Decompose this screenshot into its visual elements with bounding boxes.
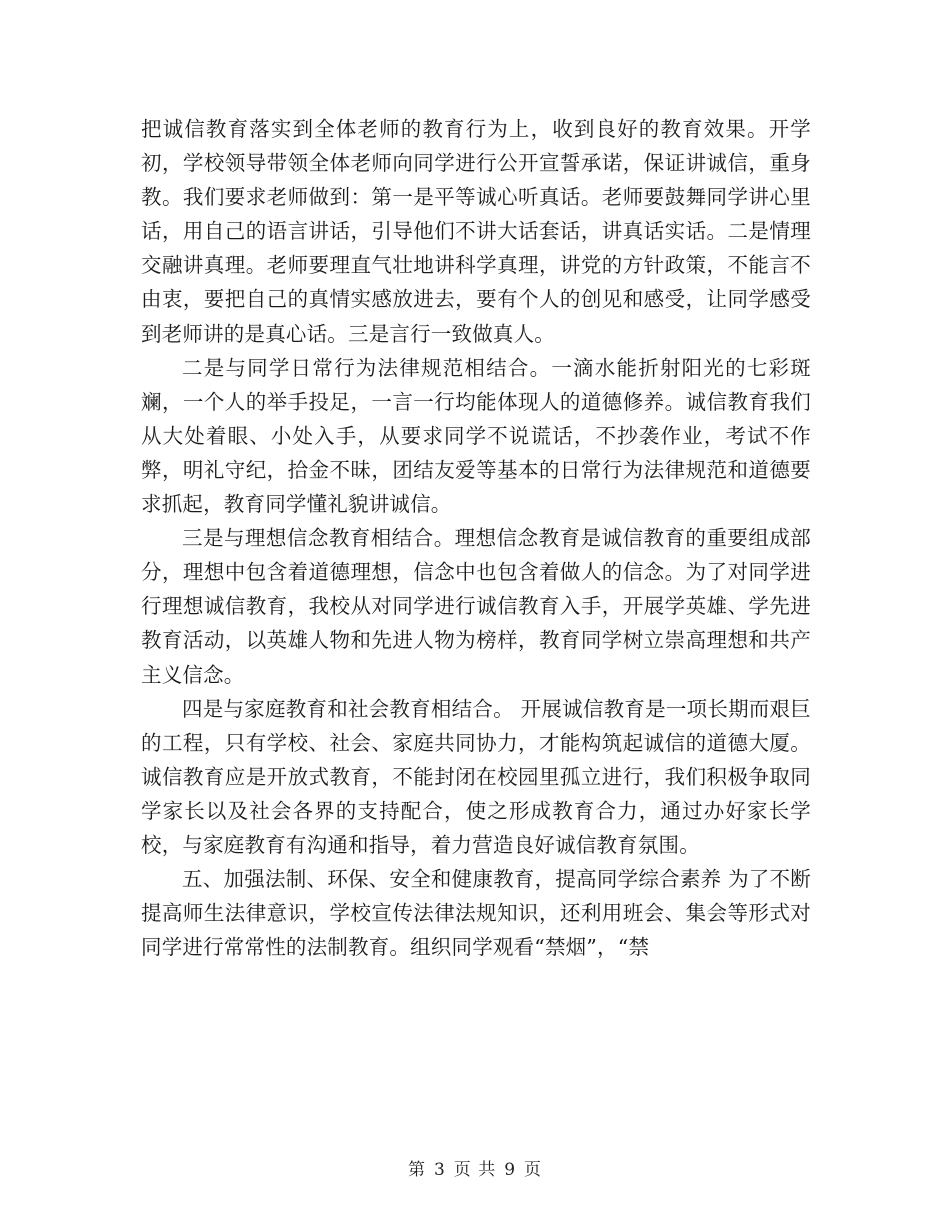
page-footer bbox=[0, 1155, 950, 1180]
paragraph-2: 二是与同学日常行为法律规范相结合。一滴水能折射阳光的七彩斑斓，一个人的举手投足，一言一行均能体现人的道德修养。诚信教育我们从大处着眼、小处入手，从要求同学不说谎话，不抄袭作业，考试不作弊，明礼守纪，拾金不昧，团结友爱等基本的日常行为法律规范和道德要求抓起，教育同学懂礼貌讲诚信。 bbox=[141, 355, 811, 517]
paragraph-3: 三是与理想信念教育相结合。理想信念教育是诚信教育的重要组成部分，理想中包含着道德理想，信念中也包含着做人的信念。为了对同学进行理想诚信教育，我校从对同学进行诚信教育入手，开展学英雄、学先进教育活动，以英雄人物和先进人物为榜样，教育同学树立崇高理想和共产主义信念。 bbox=[141, 526, 811, 687]
paragraph-5: 五、加强法制、环保、安全和健康教育，提高同学综合素养 为了不断提高师生法律意识，学校宣传法律法规知识，还利用班会、集会等形式对同学进行常常性的法制教育。组织同学观看“禁烟”，“禁 bbox=[141, 867, 811, 960]
footer-page-current: 3 bbox=[433, 1160, 446, 1180]
footer-page-total: 9 bbox=[504, 1160, 517, 1180]
paragraph-1: 把诚信教育落实到全体老师的教育行为上，收到良好的教育效果。开学初，学校领导带领全体老师向同学进行公开宣誓承诺，保证讲诚信，重身教。我们要求老师做到：第一是平等诚心听真话。老师要鼓舞同学讲心里话，用自己的语言讲话，引导他们不讲大话套话，讲真话实话。二是情理交融讲真理。老师要理直气壮地讲科学真理，讲党的方针政策，不能言不由衷，要把自己的真情实感放进去，要有个人的创见和感受，让同学感受到老师讲的是真心话。三是言行一致做真人。 bbox=[141, 117, 811, 346]
paragraph-4: 四是与家庭教育和社会教育相结合。 开展诚信教育是一项长期而艰巨的工程，只有学校、社会、家庭共同协力，才能构筑起诚信的道德大厦。诚信教育应是开放式教育，不能封闭在校园里孤立进行，我们积极争取同学家长以及社会各界的支持配合，使之形成教育合力，通过办好家长学校，与家庭教育有沟通和指导，着力营造良好诚信教育氛围。 bbox=[141, 696, 811, 857]
footer-middle: 页 共 bbox=[453, 1160, 497, 1180]
footer-suffix: 页 bbox=[524, 1160, 543, 1180]
footer-prefix: 第 bbox=[407, 1160, 426, 1180]
document-body bbox=[141, 112, 811, 964]
